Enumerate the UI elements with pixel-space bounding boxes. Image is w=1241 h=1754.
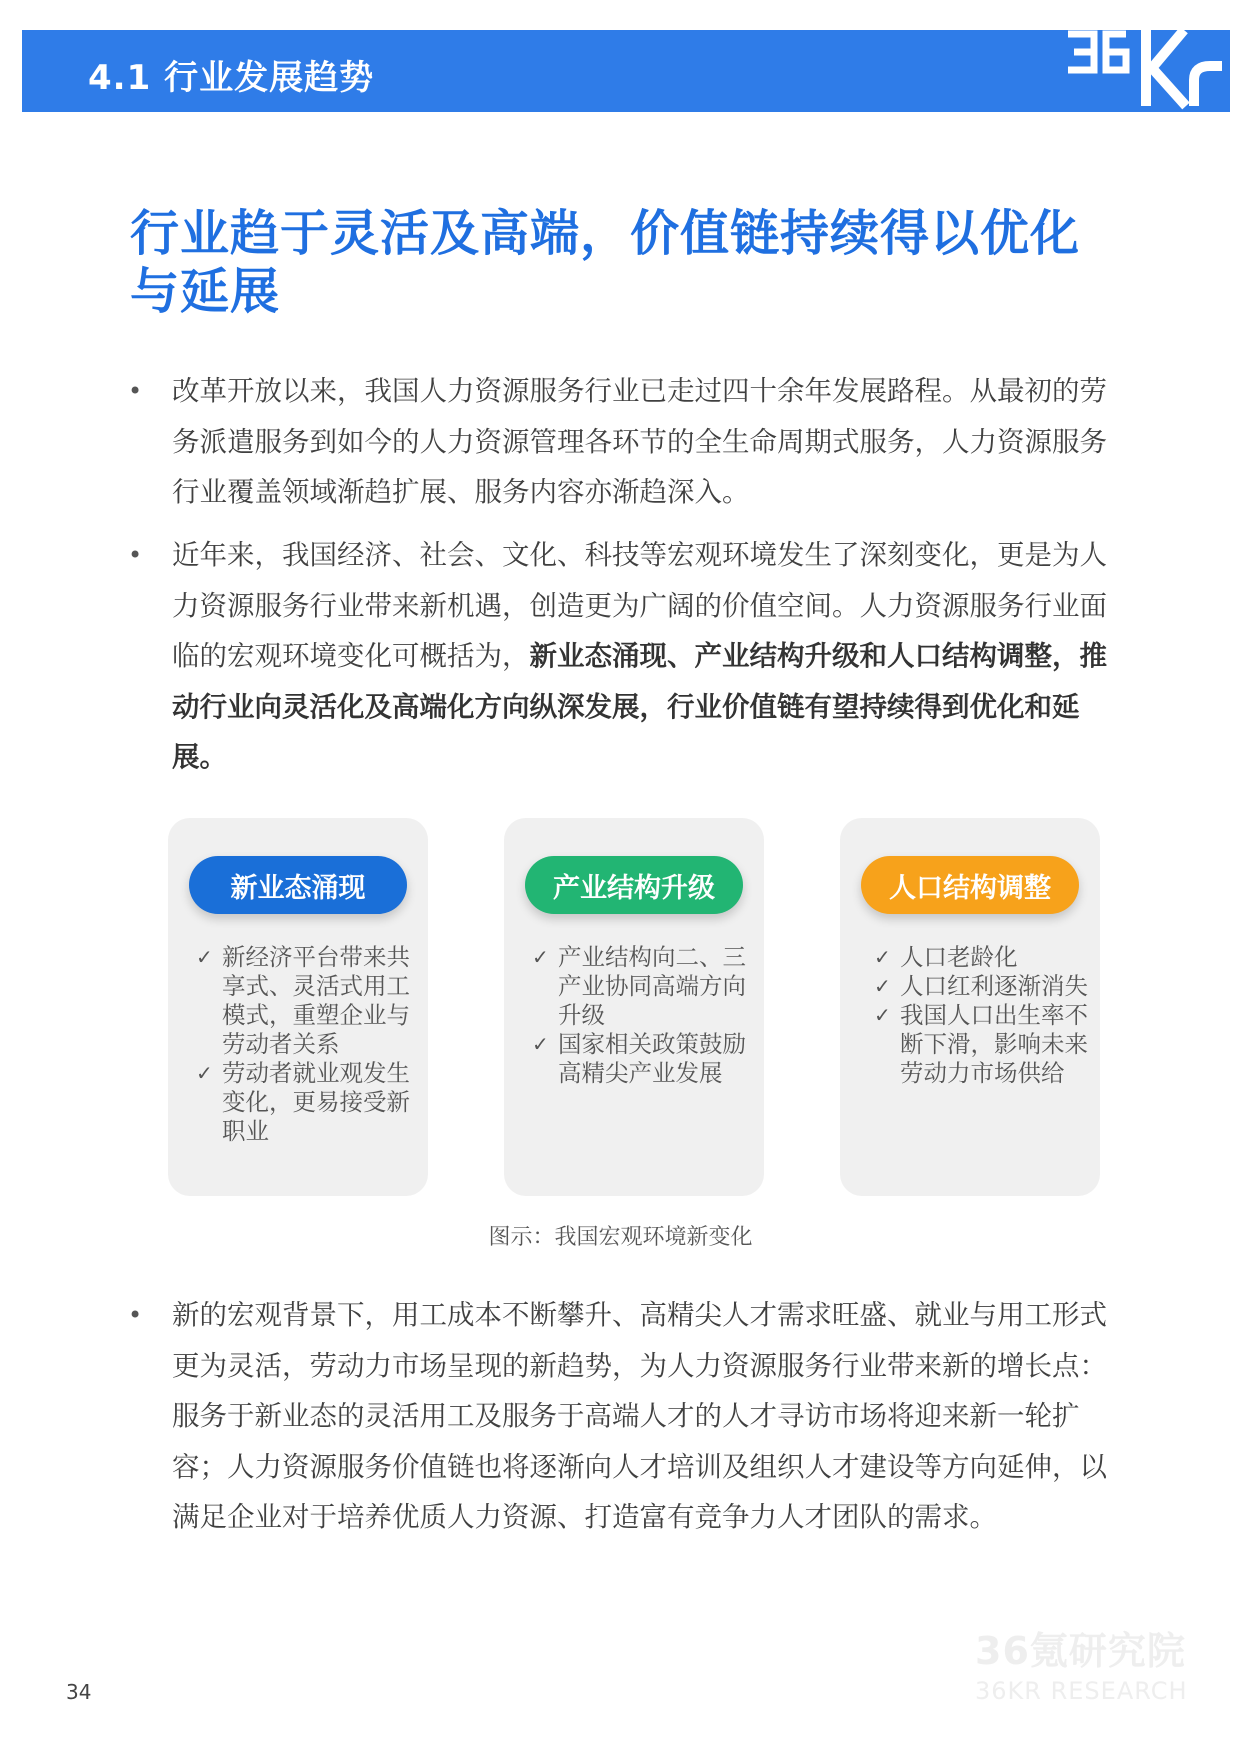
bullet-text: 新的宏观背景下，用工成本不断攀升、高精尖人才需求旺盛、就业与用工形式更为灵活，劳动力市场呈现的新趋势，为人力资源服务行业带来新的增长点：服务于新业态的灵活用工及服务于高端人才的人才寻访市场将迎来新一轮扩容；人力资源服务价值链也将逐渐向人才培训及组织人才建设等方向延伸，以满足企业对于培养优质人力资源、打造富有竞争力人才团队的需求。 [172,1299,1107,1533]
bullet-text: 改革开放以来，我国人力资源服务行业已走过四十余年发展路程。从最初的劳务派遣服务到如今的人力资源管理各环节的全生命周期式服务，人力资源服务行业覆盖领域渐趋扩展、服务内容亦渐趋深入。 [172,375,1107,508]
36kr-logo-icon [1060,22,1230,117]
card-industry-upgrade [504,818,764,1196]
card-list [874,943,1094,1088]
bullet-text [172,530,1108,783]
bullet-paragraph-2 [128,530,1108,783]
check-icon: ✓ [532,945,549,969]
card-list [532,943,752,1088]
card-title-pill: 新业态涌现 [189,856,407,914]
card-new-business [168,818,428,1196]
list-item: ✓ 新经济平台带来共享式、灵活式用工模式，重塑企业与劳动者关系 [196,943,410,1058]
check-icon: ✓ [874,974,891,998]
figure-caption: 图示：我国宏观环境新变化 [488,1225,753,1250]
page-heading: 行业趋于灵活及高端，价值链持续得以优化与延展 [130,205,1081,320]
page-number: 34 [66,1680,92,1704]
list-item: ✓ 人口老龄化 [874,943,1018,971]
list-item: ✓ 劳动者就业观发生变化，更易接受新职业 [196,1059,410,1145]
list-item: ✓ 我国人口出生率不断下滑，影响未来劳动力市场供给 [874,1001,1088,1087]
bullet-paragraph-1 [128,366,1108,518]
36kr-logo [1060,22,1230,117]
bullet-text-bold: 新业态涌现、产业结构升级和人口结构调整，推动行业向灵活化及高端化方向纵深发展，行业价值链有望持续得到优化和延展。 [172,640,1107,773]
watermark [975,1620,1195,1705]
list-item: ✓ 人口红利逐渐消失 [874,972,1088,1000]
check-icon: ✓ [874,945,891,969]
bullet-paragraph-3 [128,1290,1108,1543]
bullet-icon: • [128,1301,143,1329]
card-title-pill: 产业结构升级 [525,856,743,914]
list-item: ✓ 产业结构向二、三产业协同高端方向升级 [532,943,746,1029]
check-icon: ✓ [196,945,213,969]
card-population-adjustment [840,818,1100,1196]
bullet-icon: • [128,377,143,405]
watermark-cn: 36氪研究院 [975,1629,1186,1673]
check-icon: ✓ [196,1061,213,1085]
watermark-en: 36KR RESEARCH [975,1677,1188,1705]
list-item: ✓ 国家相关政策鼓励高精尖产业发展 [532,1030,746,1087]
card-list [196,943,416,1146]
bullet-text-regular: 近年来，我国经济、社会、文化、科技等宏观环境发生了深刻变化，更是为人力资源服务行业带来新机遇，创造更为广阔的价值空间。人力资源服务行业面临的宏观环境变化可概括为， [172,539,1107,672]
check-icon: ✓ [874,1003,891,1027]
check-icon: ✓ [532,1032,549,1056]
card-title-pill: 人口结构调整 [861,856,1079,914]
bullet-icon: • [128,541,143,569]
section-title: 4.1 行业发展趋势 [88,58,375,98]
